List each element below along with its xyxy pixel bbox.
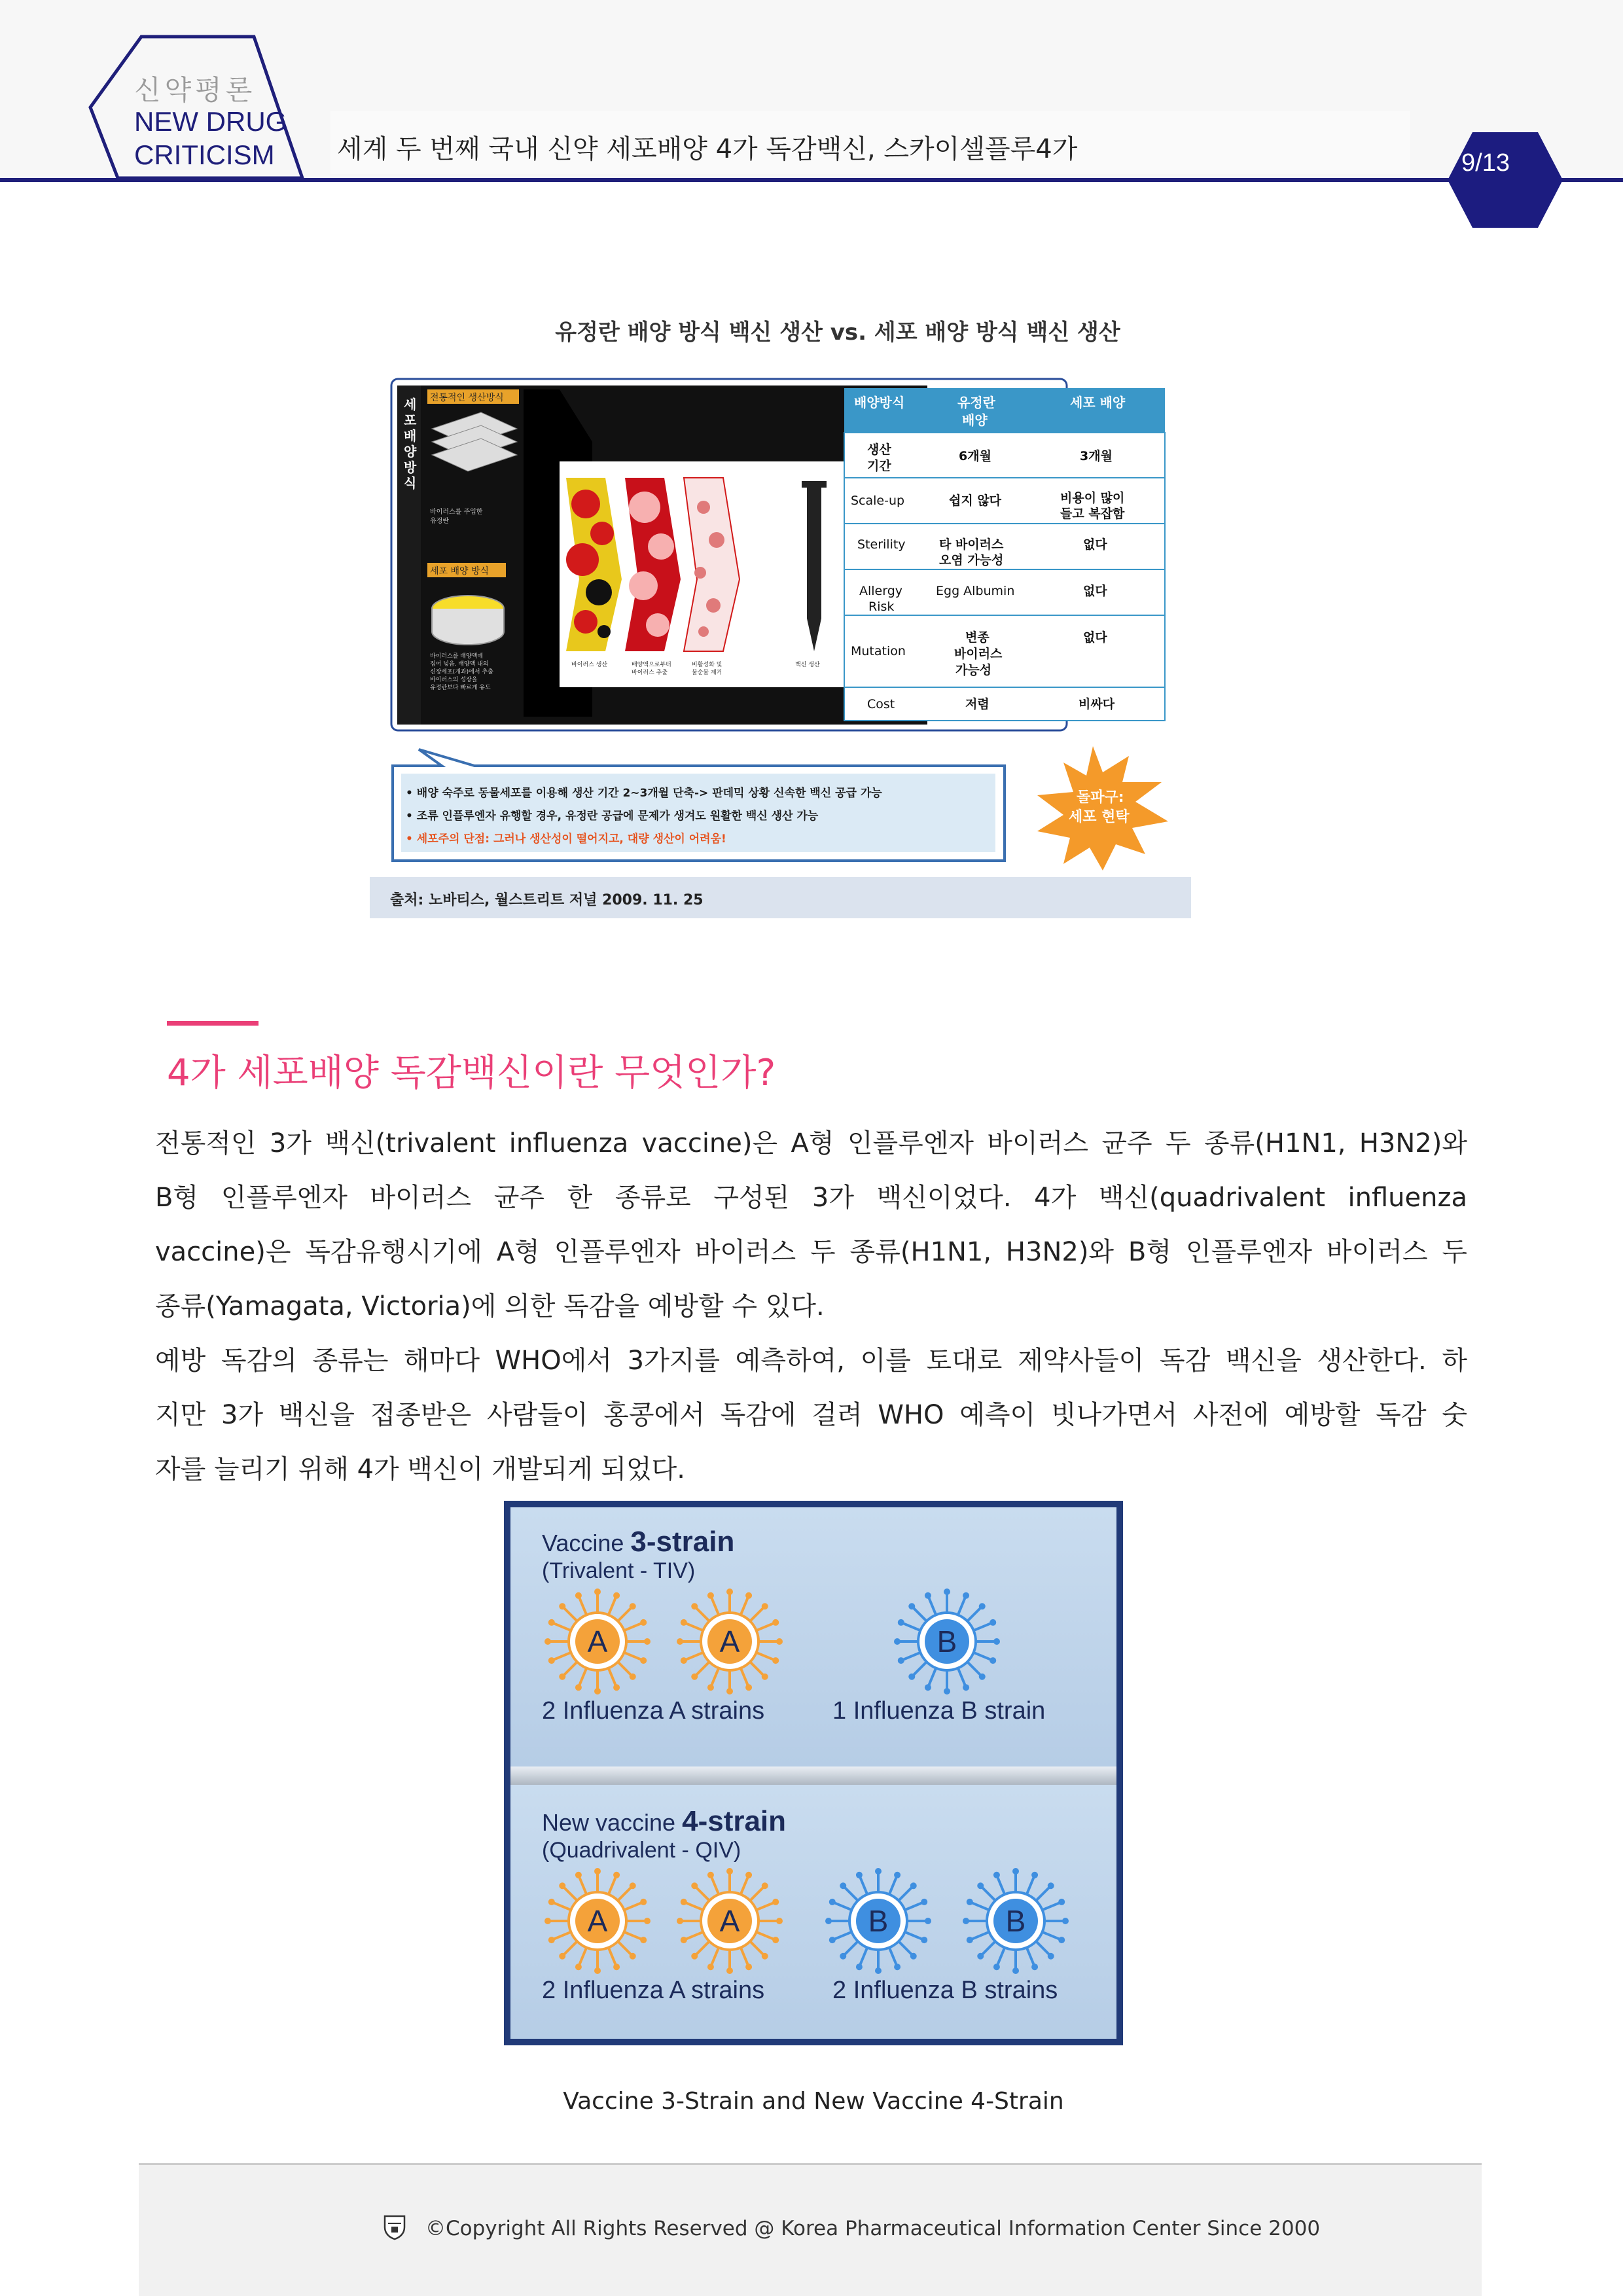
body-line-5: 예방 독감의 종류는 해마다 WHO에서 3가지를 예측하여, 이를 토대로 제약사들이 독감 백신을 생산한다. 하 (155, 1346, 1467, 1376)
step-label-1: 바이러스 생산 (571, 662, 608, 668)
svg-text:저렴: 저렴 (965, 697, 990, 711)
svg-text:바이러스의 성장을: 바이러스의 성장을 (430, 677, 478, 683)
bullet-2: • 조류 인플루엔자 유행할 경우, 유정란 공급에 문제가 생겨도 원활한 백신 생산 가능 (406, 810, 819, 823)
svg-text:배양방식: 배양방식 (854, 395, 905, 410)
footer-copyright: ©Copyright All Rights Reserved @ Korea Pharmaceutical Information Center Since 2000 (425, 2217, 1321, 2240)
virus-letter: B (1005, 1904, 1026, 1938)
svg-text:유정란보다 빠르게 유도: 유정란보다 빠르게 유도 (430, 685, 491, 691)
step-label-3: 비활성화 및 (692, 662, 722, 668)
svg-text:배양: 배양 (962, 412, 988, 428)
fig2-bottom-left-caption: 2 Influenza A strains (542, 1977, 765, 2004)
figure1-title: 유정란 배양 방식 백신 생산 vs. 세포 배양 방식 백신 생산 (555, 319, 1120, 346)
svg-text:타 바이러스: 타 바이러스 (939, 537, 1004, 552)
svg-text:세: 세 (404, 397, 417, 412)
svg-text:Mutation: Mutation (851, 644, 906, 658)
virus-a-icon (542, 1865, 653, 1979)
svg-text:Allergy: Allergy (859, 584, 903, 598)
page-number: 9/13 (1461, 149, 1510, 177)
svg-text:6개월: 6개월 (959, 449, 991, 463)
virus-b-icon (823, 1865, 934, 1979)
step-label-2b: 바이러스 추출 (632, 670, 668, 676)
svg-text:바이러스를 주입한: 바이러스를 주입한 (430, 509, 483, 516)
shield-logo-icon (383, 2214, 406, 2240)
svg-text:양: 양 (404, 444, 417, 459)
svg-text:변종: 변종 (965, 630, 990, 645)
body-line-3: vaccine)은 독감유행시기에 A형 인플루엔자 바이러스 두 종류(H1N1, H3N2)와 B형 인플루엔자 바이러스 두 (155, 1237, 1467, 1267)
svg-text:비싸다: 비싸다 (1079, 697, 1115, 711)
step-label-4: 백신 생산 (795, 662, 820, 668)
svg-text:가능성: 가능성 (955, 663, 992, 677)
comparison-table (844, 388, 1165, 721)
logo-text-line2: CRITICISM (134, 139, 275, 170)
svg-text:생산: 생산 (867, 442, 891, 457)
svg-text:없다: 없다 (1083, 537, 1107, 552)
fig2-bottom-right-caption: 2 Influenza B strains (832, 1977, 1058, 2004)
svg-text:세포 배양: 세포 배양 (1070, 395, 1126, 410)
virus-letter: A (587, 1904, 608, 1938)
virus-letter: A (587, 1624, 608, 1659)
virus-b-icon (960, 1865, 1071, 1979)
virus-letter: A (719, 1624, 740, 1659)
body-line-4: 종류(Yamagata, Victoria)에 의한 독감을 예방할 수 있다. (155, 1291, 825, 1321)
virus-letter: B (936, 1624, 957, 1659)
svg-text:오염 가능성: 오염 가능성 (939, 553, 1004, 567)
svg-text:방: 방 (404, 459, 417, 475)
virus-a-icon (674, 1865, 785, 1979)
body-line-1: 전통적인 3가 백신(trivalent influenza vaccine)은 A형 인플루엔자 바이러스 균주 두 종류(H1N1, H3N2)와 (155, 1128, 1467, 1158)
figure1-source: 출처: 노바티스, 월스트리트 저널 2009. 11. 25 (390, 892, 704, 908)
svg-text:Scale-up: Scale-up (851, 493, 905, 508)
svg-text:Cost: Cost (867, 697, 895, 711)
svg-text:신장세포(개과)에서 추출: 신장세포(개과)에서 추출 (430, 669, 493, 675)
side-label (404, 397, 417, 491)
svg-text:포: 포 (404, 412, 417, 428)
svg-text:Risk: Risk (868, 600, 895, 614)
svg-text:3개월: 3개월 (1080, 449, 1113, 463)
section-title: 4가 세포배양 독감백신이란 무엇인가? (167, 1052, 776, 1094)
body-line-6: 지만 3가 백신을 접종받은 사람들이 홍콩에서 독감에 걸려 WHO 예측이 빗나가면서 사전에 예방할 독감 숫 (155, 1400, 1467, 1430)
svg-text:유정란: 유정란 (957, 395, 995, 410)
header-title: 세계 두 번째 국내 신약 세포배양 4가 독감백신, 스카이셀플루4가 (337, 134, 1078, 164)
svg-text:바이러스를 배양액에: 바이러스를 배양액에 (430, 653, 484, 660)
svg-text:배: 배 (404, 428, 417, 444)
svg-text:식: 식 (404, 475, 417, 491)
figure1-diagram (370, 363, 1191, 918)
body-line-7: 자를 늘리기 위해 4가 백신이 개발되게 되었다. (155, 1454, 685, 1484)
virus-letter: B (868, 1904, 889, 1938)
logo-text-line1: NEW DRUG (134, 106, 287, 137)
svg-text:없다: 없다 (1083, 630, 1107, 645)
fig2-top-title: Vaccine 3-strain (542, 1526, 735, 1558)
svg-text:Egg Albumin: Egg Albumin (936, 584, 1015, 598)
panel-top-label: 전통적인 생산방식 (430, 393, 504, 403)
svg-text:없다: 없다 (1083, 584, 1107, 598)
bullet-3: • 세포주의 단점: 그러나 생산성이 떨어지고, 대량 생산이 어려움! (406, 833, 726, 846)
fig2-bottom-title: New vaccine 4-strain (542, 1805, 787, 1837)
fig2-divider (510, 1767, 1116, 1785)
page-number-hexagon (1446, 131, 1564, 229)
fig2-top-left-caption: 2 Influenza A strains (542, 1697, 765, 1725)
virus-letter: A (719, 1904, 740, 1938)
svg-text:돌파구:: 돌파구: (1077, 789, 1124, 806)
fig2-bottom-subtitle: (Quadrivalent - QIV) (542, 1838, 741, 1863)
body-line-2: B형 인플루엔자 바이러스 균주 한 종류로 구성된 3가 백신이었다. 4가 백신(quadrivalent influenza (155, 1183, 1467, 1213)
step-label-3b: 불순물 제거 (692, 670, 722, 676)
section-accent-bar (167, 1021, 259, 1026)
virus-a-icon (542, 1586, 653, 1700)
svg-text:세포 현탁: 세포 현탁 (1069, 809, 1130, 825)
figure2-caption: Vaccine 3-Strain and New Vaccine 4-Strain (563, 2088, 1064, 2115)
svg-text:기간: 기간 (867, 459, 891, 473)
svg-text:집어 넣음. 배양액 내의: 집어 넣음. 배양액 내의 (430, 661, 489, 668)
virus-b-icon (891, 1586, 1003, 1700)
figure2-vaccine-strains (504, 1501, 1123, 2045)
svg-text:들고 복잡함: 들고 복잡함 (1060, 507, 1125, 521)
panel-bottom-label: 세포 배양 방식 (430, 566, 490, 577)
bullet-1: • 배양 숙주로 동물세포를 이용해 생산 기간 2~3개월 단축-> 판데믹 상황 신속한 백신 공급 가능 (406, 787, 882, 800)
virus-a-icon (674, 1586, 785, 1700)
step-label-2: 배양액으로부터 (632, 662, 671, 668)
svg-text:Sterility: Sterility (857, 537, 906, 552)
fig2-top-right-caption: 1 Influenza B strain (832, 1697, 1046, 1725)
logo-text-korean: 신약평론 (134, 74, 257, 106)
svg-text:쉽지 않다: 쉽지 않다 (949, 493, 1002, 508)
svg-text:유정란: 유정란 (430, 518, 449, 525)
svg-text:바이러스: 바이러스 (954, 647, 1003, 661)
fig2-top-subtitle: (Trivalent - TIV) (542, 1558, 696, 1583)
svg-text:비용이 많이: 비용이 많이 (1060, 491, 1125, 505)
